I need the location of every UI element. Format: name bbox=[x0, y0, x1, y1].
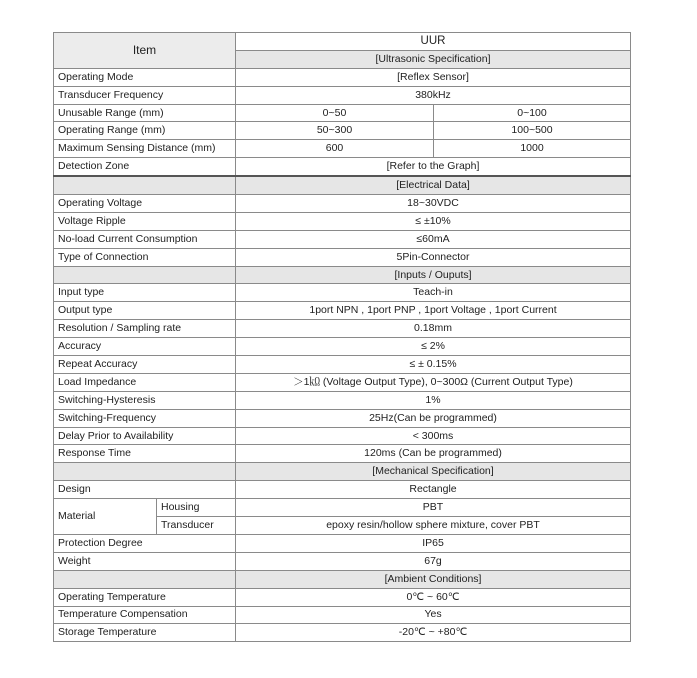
row-value: ≤ ±10% bbox=[236, 212, 631, 230]
table-row bbox=[54, 534, 631, 552]
table-row bbox=[54, 212, 631, 230]
spec-table bbox=[53, 32, 631, 642]
table-row bbox=[54, 552, 631, 570]
row-label: Maximum Sensing Distance (mm) bbox=[54, 140, 236, 158]
row-label: Transducer Frequency bbox=[54, 86, 236, 104]
row-label: Operating Voltage bbox=[54, 195, 236, 213]
row-label: Design bbox=[54, 481, 236, 499]
row-label: Delay Prior to Availability bbox=[54, 427, 236, 445]
transducer-value: epoxy resin/hollow sphere mixture, cover PBT bbox=[236, 517, 631, 535]
row-label: Switching-Frequency bbox=[54, 409, 236, 427]
section-row bbox=[54, 570, 631, 588]
table-row bbox=[54, 427, 631, 445]
table-row bbox=[54, 499, 631, 517]
row-label: Weight bbox=[54, 552, 236, 570]
row-label: Voltage Ripple bbox=[54, 212, 236, 230]
table-row bbox=[54, 445, 631, 463]
row-value: 100~500 bbox=[434, 122, 631, 140]
row-value: ≤ 2% bbox=[236, 338, 631, 356]
row-value: 67g bbox=[236, 552, 631, 570]
row-value: Yes bbox=[236, 606, 631, 624]
section-ambient: [Ambient Conditions] bbox=[236, 570, 631, 588]
section-blank bbox=[54, 176, 236, 194]
row-label: Temperature Compensation bbox=[54, 606, 236, 624]
row-label: Accuracy bbox=[54, 338, 236, 356]
row-label: Storage Temperature bbox=[54, 624, 236, 642]
row-value: 0~50 bbox=[236, 104, 434, 122]
row-label: Output type bbox=[54, 302, 236, 320]
row-label: Switching-Hysteresis bbox=[54, 391, 236, 409]
section-blank bbox=[54, 463, 236, 481]
row-value: 600 bbox=[236, 140, 434, 158]
table-row bbox=[54, 284, 631, 302]
housing-value: PBT bbox=[236, 499, 631, 517]
row-label: Operating Mode bbox=[54, 68, 236, 86]
table-row bbox=[54, 248, 631, 266]
row-value: 50~300 bbox=[236, 122, 434, 140]
row-value: 1port NPN , 1port PNP , 1port Voltage , 1port Current bbox=[236, 302, 631, 320]
row-value: 0~100 bbox=[434, 104, 631, 122]
row-label: Operating Temperature bbox=[54, 588, 236, 606]
row-label: Resolution / Sampling rate bbox=[54, 320, 236, 338]
row-value: -20℃ ~ +80℃ bbox=[236, 624, 631, 642]
table-row bbox=[54, 481, 631, 499]
row-value: 5Pin-Connector bbox=[236, 248, 631, 266]
row-value: Teach-in bbox=[236, 284, 631, 302]
row-value: [Reflex Sensor] bbox=[236, 68, 631, 86]
table-row bbox=[54, 104, 631, 122]
row-label: Input type bbox=[54, 284, 236, 302]
table-row bbox=[54, 195, 631, 213]
row-value: 25Hz(Can be programmed) bbox=[236, 409, 631, 427]
section-mechanical: [Mechanical Specification] bbox=[236, 463, 631, 481]
row-value: 1000 bbox=[434, 140, 631, 158]
row-value: 0℃ ~ 60℃ bbox=[236, 588, 631, 606]
table-row bbox=[54, 320, 631, 338]
table-row bbox=[54, 356, 631, 374]
row-value: ≤ ± 0.15% bbox=[236, 356, 631, 374]
row-label: Load Impedance bbox=[54, 373, 236, 391]
table-row bbox=[54, 302, 631, 320]
table-row bbox=[54, 373, 631, 391]
housing-label: Housing bbox=[157, 499, 236, 517]
row-label: Protection Degree bbox=[54, 534, 236, 552]
section-blank bbox=[54, 266, 236, 284]
row-value: 18~30VDC bbox=[236, 195, 631, 213]
table-row bbox=[54, 86, 631, 104]
table-row bbox=[54, 409, 631, 427]
transducer-label: Transducer bbox=[157, 517, 236, 535]
row-value: [Refer to the Graph] bbox=[236, 158, 631, 176]
row-label: Operating Range (mm) bbox=[54, 122, 236, 140]
row-label: Detection Zone bbox=[54, 158, 236, 176]
row-label: No-load Current Consumption bbox=[54, 230, 236, 248]
section-blank bbox=[54, 570, 236, 588]
table-row bbox=[54, 140, 631, 158]
row-value: 0.18mm bbox=[236, 320, 631, 338]
table-row bbox=[54, 391, 631, 409]
row-value: ≤60mA bbox=[236, 230, 631, 248]
row-label: Repeat Accuracy bbox=[54, 356, 236, 374]
table-row bbox=[54, 158, 631, 176]
row-label: Unusable Range (mm) bbox=[54, 104, 236, 122]
row-value: IP65 bbox=[236, 534, 631, 552]
table-row bbox=[54, 230, 631, 248]
section-io: [Inputs / Ouputs] bbox=[236, 266, 631, 284]
table-row bbox=[54, 338, 631, 356]
table-row bbox=[54, 68, 631, 86]
item-header: Item bbox=[54, 33, 236, 69]
row-value: 380kHz bbox=[236, 86, 631, 104]
row-label: Response Time bbox=[54, 445, 236, 463]
row-value: ＞1㏀ (Voltage Output Type), 0~300Ω (Current Output Type) bbox=[236, 373, 631, 391]
section-ultrasonic: [Ultrasonic Specification] bbox=[236, 50, 631, 68]
table-row bbox=[54, 122, 631, 140]
material-label: Material bbox=[54, 499, 157, 535]
section-row bbox=[54, 176, 631, 194]
header-row bbox=[54, 33, 631, 51]
row-value: < 300ms bbox=[236, 427, 631, 445]
section-row bbox=[54, 463, 631, 481]
table-row bbox=[54, 624, 631, 642]
row-value: Rectangle bbox=[236, 481, 631, 499]
model-header: UUR bbox=[236, 33, 631, 51]
table-row bbox=[54, 588, 631, 606]
section-row bbox=[54, 266, 631, 284]
row-label: Type of Connection bbox=[54, 248, 236, 266]
section-electrical: [Electrical Data] bbox=[236, 176, 631, 194]
table-row bbox=[54, 606, 631, 624]
row-value: 120ms (Can be programmed) bbox=[236, 445, 631, 463]
row-value: 1% bbox=[236, 391, 631, 409]
